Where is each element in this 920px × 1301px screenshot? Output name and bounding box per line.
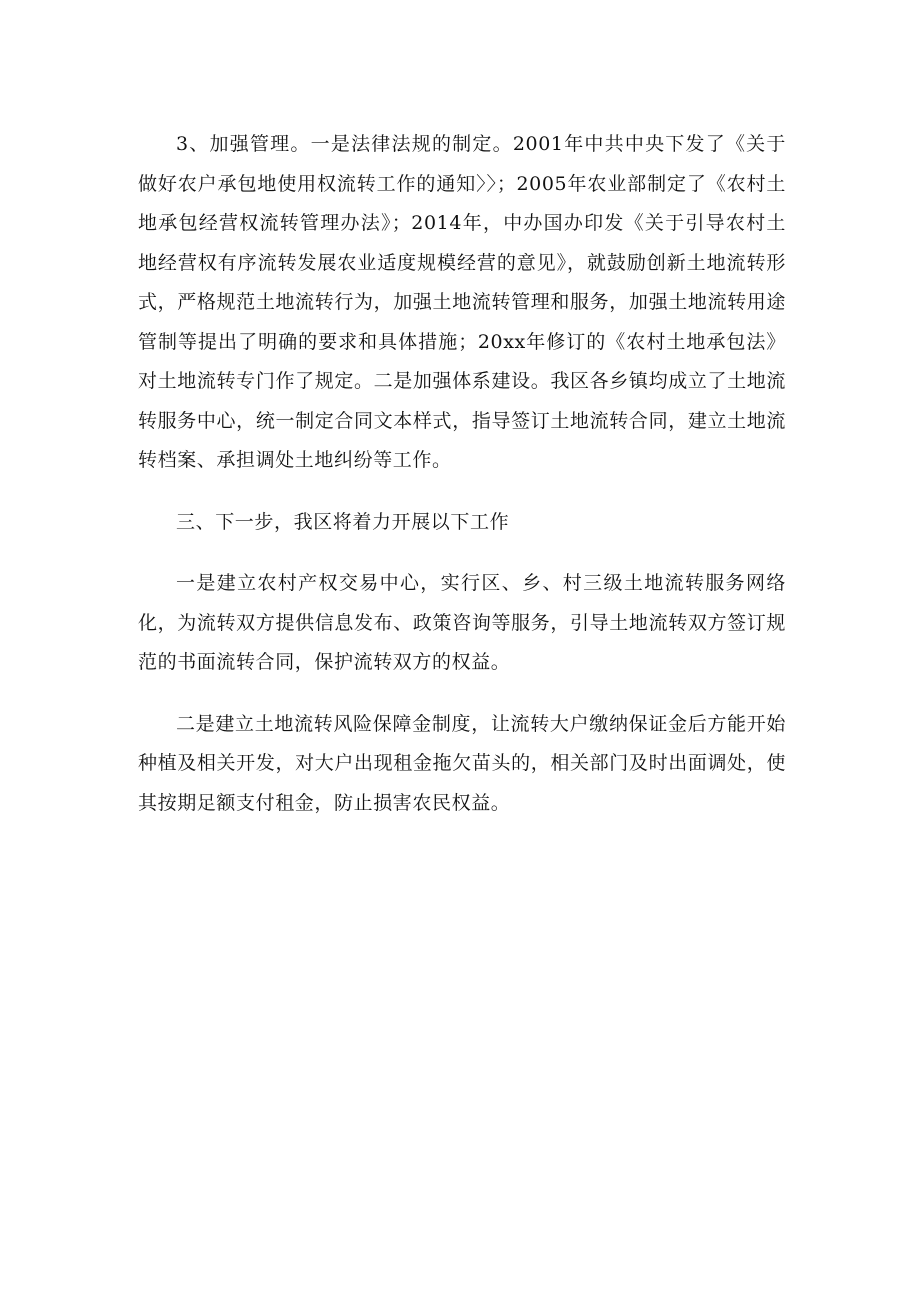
paragraph-risk-fund: 二是建立土地流转风险保障金制度，让流转大户缴纳保证金后方能开始种植及相关开发，对大户出现租金拖欠苗头的，相关部门及时出面调处，使其按期足额支付租金，防止损害农民权益。 <box>138 712 786 814</box>
paragraph-trading-center: 一是建立农村产权交易中心，实行区、乡、村三级土地流转服务网络化，为流转双方提供信息发布、政策咨询等服务，引导土地流转双方签订规范的书面流转合同，保护流转双方的权益。 <box>138 572 786 673</box>
paragraph-management: 3、加强管理。一是法律法规的制定。2001年中共中央下发了《关于做好农户承包地使用权流转工作的通知〉〉；2005年农业部制定了《农村土地承包经营权流转管理办法》；2014年，中办国办印发《关于引导农村土地经营权有序流转发展农业适度规模经营的意见》，就鼓励创新土地流转形式，严格规范土地流转行为，加强土地流转管理和服务，加强土地流转用途管制等提出了明确的要求和具体措施；20xx年修订的《农村土地承包法》对土地流转专门作了规定。二是加强体系建设。我区各乡镇均成立了土地流转服务中心，统一制定合同文本样式，指导签订土地流转合同，建立土地流转档案、承担调处土地纠纷等工作。 <box>138 133 786 471</box>
document-body <box>138 125 786 823</box>
section-heading-next-steps: 三、下一步，我区将着力开展以下工作 <box>176 510 510 533</box>
